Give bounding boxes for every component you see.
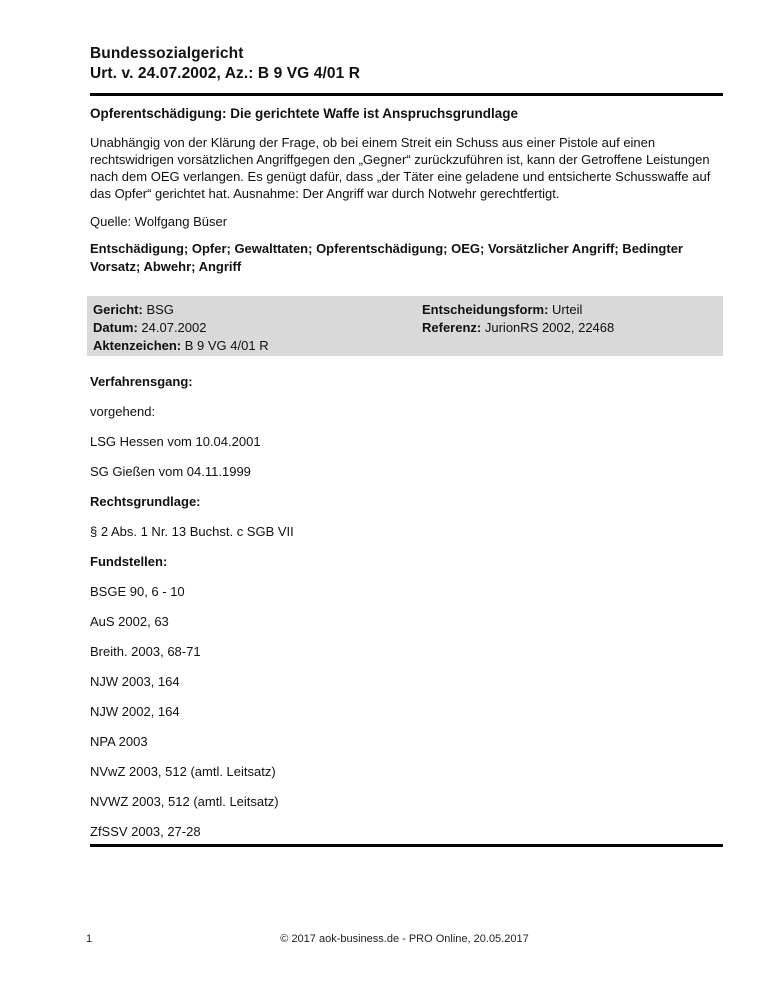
metadata-value: 24.07.2002 <box>141 320 207 335</box>
section-line: LSG Hessen vom 10.04.2001 <box>90 434 261 449</box>
section-line: NVWZ 2003, 512 (amtl. Leitsatz) <box>90 794 279 809</box>
section-verfahrensgang <box>90 374 723 479</box>
section-line: ZfSSV 2003, 27-28 <box>90 824 201 839</box>
court-name: Bundessozialgericht <box>90 45 244 62</box>
section-line: NVwZ 2003, 512 (amtl. Leitsatz) <box>90 764 276 779</box>
metadata-label: Gericht: <box>93 302 143 317</box>
page-footer <box>86 933 723 946</box>
metadata-right-column <box>422 301 723 355</box>
judgment-citation: Urt. v. 24.07.2002, Az.: B 9 VG 4/01 R <box>90 65 361 82</box>
section-heading: Fundstellen: <box>90 554 168 569</box>
section-fundstellen <box>90 554 723 839</box>
page-number: 1 <box>86 933 93 945</box>
headline: Opferentschädigung: Die gerichtete Waffe ist Anspruchsgrundlage <box>90 106 519 121</box>
metadata-value: JurionRS 2002, 22468 <box>484 320 615 335</box>
section-heading: Verfahrensgang: <box>90 374 193 389</box>
section-line: § 2 Abs. 1 Nr. 13 Buchst. c SGB VII <box>90 524 294 539</box>
section-rechtsgrundlage <box>90 494 723 539</box>
metadata-box <box>87 296 723 356</box>
section-line: NPA 2003 <box>90 734 148 749</box>
source-line: Quelle: Wolfgang Büser <box>90 214 228 229</box>
summary-paragraph: Unabhängig von der Klärung der Frage, ob bei einem Streit ein Schuss aus einer Pistole auf einen rechtswidrigen vorsätzlichen Angriffgegen den „Gegner“ zurückzuführen ist, kann der Getroffene Leistungen nach dem OEG verlangen. Es genügt dafür, dass „der Täter eine geladene und entsicherte Schusswaffe auf das Opfer“ gerichtet hat. Ausnahme: Der Angriff war durch Notwehr gerechtfertigt. <box>90 135 711 201</box>
metadata-value: BSG <box>146 302 174 317</box>
section-line: BSGE 90, 6 - 10 <box>90 584 185 599</box>
metadata-label: Referenz: <box>422 320 482 335</box>
divider-bottom <box>90 844 723 847</box>
copyright-line: © 2017 aok-business.de - PRO Online, 20.05.2017 <box>280 933 529 945</box>
court-header <box>90 44 723 84</box>
metadata-row-datum <box>93 319 422 337</box>
divider-top <box>90 93 723 96</box>
section-line: vorgehend: <box>90 404 156 419</box>
section-line: AuS 2002, 63 <box>90 614 169 629</box>
section-line: NJW 2003, 164 <box>90 674 180 689</box>
section-line: SG Gießen vom 04.11.1999 <box>90 464 251 479</box>
section-heading: Rechtsgrundlage: <box>90 494 201 509</box>
metadata-value: Urteil <box>552 302 583 317</box>
section-line: Breith. 2003, 68-71 <box>90 644 201 659</box>
keywords-line: Entschädigung; Opfer; Gewalttaten; Opferentschädigung; OEG; Vorsätzlicher Angriff; Bedingter Vorsatz; Abwehr; Angriff <box>90 241 683 274</box>
document-content <box>90 44 723 847</box>
metadata-row-gericht <box>93 301 422 319</box>
metadata-label: Datum: <box>93 320 138 335</box>
metadata-row-aktenzeichen <box>93 337 422 355</box>
metadata-row-referenz <box>422 319 723 337</box>
metadata-left-column <box>93 301 422 355</box>
metadata-label: Entscheidungsform: <box>422 302 549 317</box>
metadata-row-entscheidungsform <box>422 301 723 319</box>
section-line: NJW 2002, 164 <box>90 704 180 719</box>
metadata-value: B 9 VG 4/01 R <box>184 338 269 353</box>
metadata-label: Aktenzeichen: <box>93 338 182 353</box>
